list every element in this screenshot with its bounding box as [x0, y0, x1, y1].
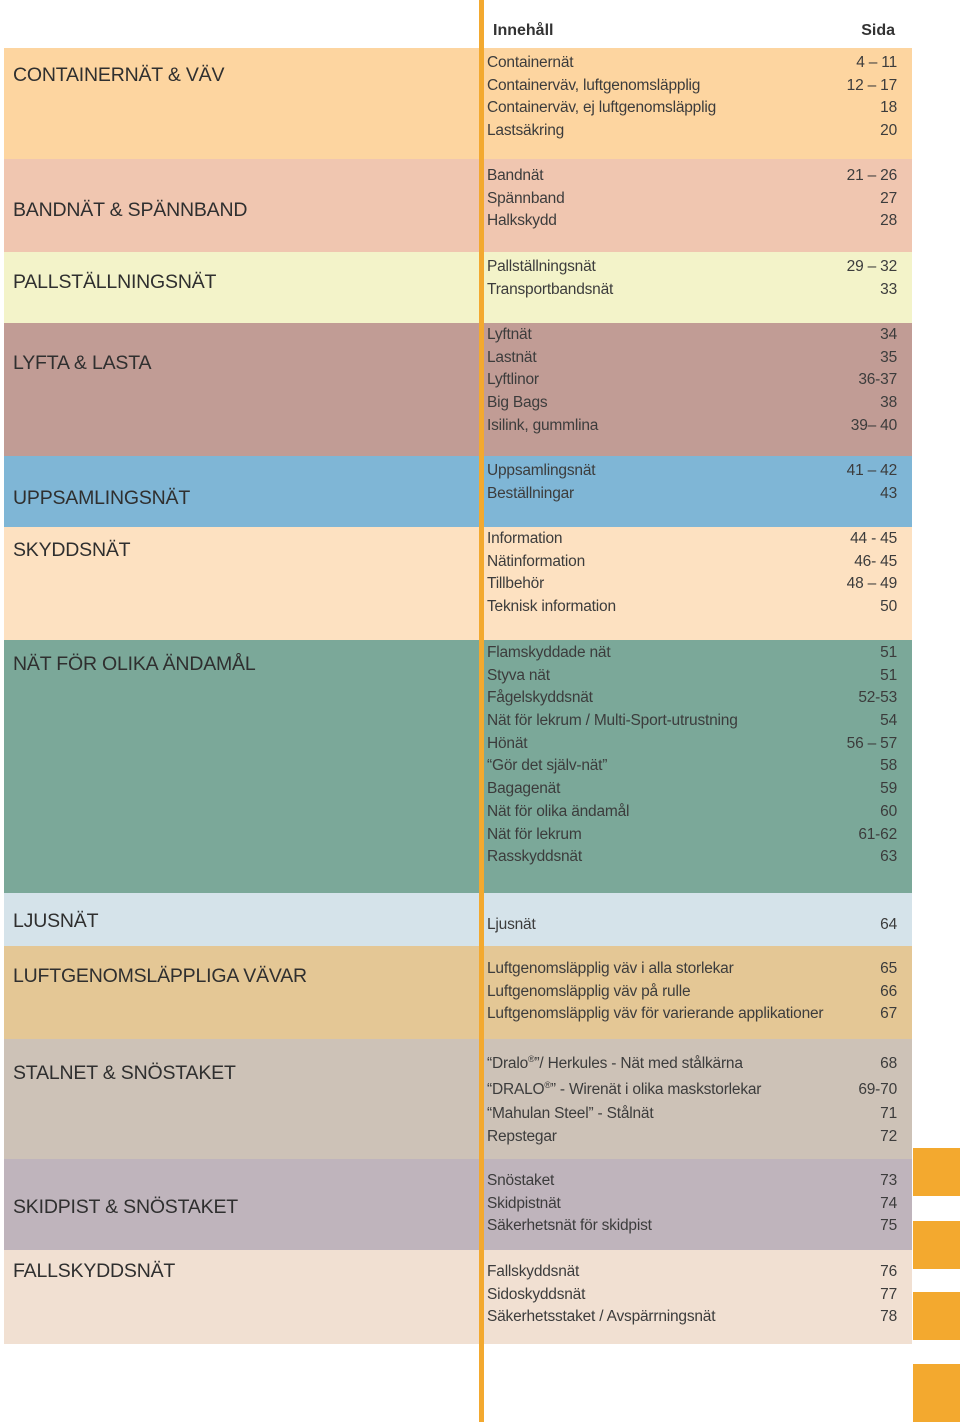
entry-name-text: “Gör det själv-nät” [487, 757, 608, 775]
section-item-list [487, 1051, 897, 1148]
entry-page: 20 [880, 122, 897, 140]
toc-entry[interactable] [487, 460, 897, 483]
entry-name [487, 256, 596, 279]
entry-name-text: Containernät [487, 54, 574, 71]
toc-entry[interactable] [487, 324, 897, 347]
toc-entry[interactable] [487, 733, 897, 756]
toc-entry[interactable] [487, 415, 897, 438]
entry-page: 59 [880, 780, 897, 798]
toc-entry[interactable] [487, 755, 897, 778]
entry-name-text: Bagagenät [487, 780, 561, 798]
entry-page: 56 – 57 [846, 734, 897, 752]
entry-name [487, 573, 544, 596]
entry-name-text: Skidpistnät [487, 1194, 561, 1212]
section-item-list [487, 914, 897, 937]
entry-name-text: Repstegar [487, 1127, 557, 1145]
toc-section [4, 252, 912, 323]
entry-name [487, 981, 690, 1004]
toc-entry[interactable] [487, 97, 897, 120]
toc-entry[interactable] [487, 846, 897, 869]
entry-name [487, 188, 565, 211]
entry-name [487, 415, 598, 438]
entry-page: 74 [880, 1194, 897, 1212]
section-title: STALNET & SNÖSTAKET [13, 1062, 236, 1084]
toc-entry[interactable] [487, 347, 897, 370]
section-title: NÄT FÖR OLIKA ÄNDAMÅL [13, 653, 256, 675]
entry-name [487, 1261, 579, 1284]
section-item-list [487, 324, 897, 437]
entry-name-text: Beställningar [487, 484, 575, 502]
entry-name [487, 733, 527, 756]
toc-entry[interactable] [487, 1215, 897, 1238]
entry-page: 69-70 [858, 1081, 897, 1098]
entry-name [487, 914, 536, 937]
section-title: CONTAINERNÄT & VÄV [13, 64, 225, 86]
toc-entry[interactable] [487, 1051, 897, 1077]
entry-name [487, 347, 536, 370]
entry-name [487, 710, 738, 733]
registered-mark: ® [544, 1079, 551, 1090]
section-item-list [487, 460, 897, 505]
entry-name [487, 687, 593, 710]
entry-name [487, 369, 539, 392]
entry-name-text: Lastsäkring [487, 122, 565, 140]
toc-entry[interactable] [487, 1003, 897, 1026]
entry-page: 54 [880, 712, 897, 730]
edge-tab [913, 1364, 960, 1422]
entry-page: 48 – 49 [846, 575, 897, 593]
entry-name [487, 75, 700, 98]
entry-name [487, 1306, 715, 1329]
toc-section [4, 640, 912, 893]
entry-page: 38 [880, 394, 897, 412]
entry-name [487, 392, 547, 415]
toc-entry[interactable] [487, 1306, 897, 1329]
toc-entry[interactable] [487, 120, 897, 143]
entry-name [487, 279, 613, 302]
toc-entry[interactable] [487, 981, 897, 1004]
entry-page: 66 [880, 982, 897, 1000]
toc-entry[interactable] [487, 801, 897, 824]
entry-page: 12 – 17 [846, 76, 897, 94]
entry-name-text: “DRALO [487, 1081, 545, 1098]
entry-page: 52-53 [858, 689, 897, 707]
entry-name-text: Transportbandsnät [487, 280, 614, 298]
entry-name-text: Bandnät [487, 167, 544, 184]
entry-page: 50 [880, 598, 897, 616]
entry-name [487, 52, 573, 75]
entry-name-text: Säkerhetsstaket / Avspärrningsnät [487, 1308, 716, 1326]
entry-name [487, 551, 585, 574]
toc-entry[interactable] [487, 1261, 897, 1284]
section-item-list [487, 165, 897, 233]
entry-page: 51 [880, 644, 897, 661]
section-item-list [487, 52, 897, 143]
entry-name-text: Styva nät [487, 666, 550, 684]
section-title: UPPSAMLINGSNÄT [13, 487, 191, 509]
entry-name-text: Fågelskyddsnät [487, 689, 593, 707]
section-title: LUFTGENOMSLÄPPLIGA VÄVAR [13, 965, 307, 987]
entry-name-text: Information [487, 530, 563, 547]
toc-entry[interactable] [487, 1077, 897, 1103]
entry-name [487, 958, 734, 981]
entry-name-text: Nätinformation [487, 552, 585, 570]
entry-name-text: Big Bags [487, 394, 548, 412]
entry-name-text: Nät för lekrum [487, 825, 582, 843]
section-item-list [487, 1261, 897, 1329]
toc-entry[interactable] [487, 483, 897, 506]
header-page-label: Sida [861, 22, 895, 39]
entry-name-text: Nät för olika ändamål [487, 802, 630, 820]
entry-name-text: Containerväv, luftgenomsläpplig [487, 76, 701, 94]
entry-page: 76 [880, 1263, 897, 1280]
toc-section [4, 946, 912, 1039]
section-item-list [487, 256, 897, 301]
toc-entry[interactable] [487, 551, 897, 574]
entry-name [487, 1126, 557, 1149]
toc-section [4, 527, 912, 640]
entry-page: 36-37 [858, 371, 897, 389]
entry-name [487, 846, 582, 869]
entry-name-text: Pallställningsnät [487, 258, 596, 275]
entry-name [487, 642, 610, 665]
toc-section [4, 48, 912, 159]
entry-name-text: Uppsamlingsnät [487, 462, 596, 479]
toc-entry[interactable] [487, 687, 897, 710]
toc-entry[interactable] [487, 958, 897, 981]
entry-page: 34 [880, 326, 897, 343]
entry-page: 73 [880, 1172, 897, 1189]
section-title: LYFTA & LASTA [13, 352, 152, 374]
entry-page: 33 [880, 280, 897, 298]
toc-entry[interactable] [487, 392, 897, 415]
toc-entry[interactable] [487, 165, 897, 188]
entry-page: 65 [880, 960, 897, 977]
entry-page: 35 [880, 348, 897, 366]
entry-page: 46- 45 [854, 552, 897, 570]
entry-name-text: Tillbehör [487, 575, 545, 593]
toc-entry[interactable] [487, 596, 897, 619]
entry-name-text: Fallskyddsnät [487, 1263, 580, 1280]
entry-name [487, 1077, 761, 1103]
entry-page: 60 [880, 802, 897, 820]
toc-section [4, 893, 912, 946]
entry-name [487, 120, 564, 143]
toc-entry[interactable] [487, 665, 897, 688]
entry-name [487, 483, 574, 506]
toc-entry[interactable] [487, 573, 897, 596]
section-item-list [487, 1170, 897, 1238]
section-item-list [487, 528, 897, 619]
entry-name [487, 824, 582, 847]
toc-section [4, 323, 912, 456]
entry-name-text: “Mahulan Steel” - Stålnät [487, 1105, 654, 1122]
entry-page: 27 [880, 189, 897, 207]
edge-tab [913, 1292, 960, 1340]
entry-name [487, 1170, 554, 1193]
toc-entry[interactable] [487, 256, 897, 279]
entry-name [487, 1284, 585, 1307]
toc-entry[interactable] [487, 52, 897, 75]
entry-name [487, 778, 560, 801]
toc-entry[interactable] [487, 824, 897, 847]
entry-name-text: Sidoskyddsnät [487, 1285, 586, 1303]
toc-section [4, 1250, 912, 1344]
toc-entry[interactable] [487, 1126, 897, 1149]
toc-entry[interactable] [487, 75, 897, 98]
entry-page: 21 – 26 [846, 167, 897, 184]
entry-page: 29 – 32 [846, 258, 897, 275]
entry-name [487, 1051, 743, 1077]
entry-name-text: Ljusnät [487, 916, 536, 933]
section-title: SKIDPIST & SNÖSTAKET [13, 1196, 239, 1218]
entry-page: 44 - 45 [850, 530, 897, 547]
entry-page: 72 [880, 1127, 897, 1145]
vertical-divider [479, 0, 484, 1422]
toc-entry[interactable] [487, 914, 897, 937]
entry-name-text: Säkerhetsnät för skidpist [487, 1217, 652, 1235]
toc-entry[interactable] [487, 369, 897, 392]
entry-name-text: Luftgenomsläpplig väv på rulle [487, 982, 691, 1000]
section-title: FALLSKYDDSNÄT [13, 1260, 176, 1282]
entry-name-text: ” - Wirenät i olika maskstorlekar [550, 1081, 762, 1098]
header-content-label: Innehåll [493, 22, 554, 39]
entry-page: 61-62 [858, 825, 897, 843]
entry-page: 63 [880, 848, 897, 866]
toc-entry[interactable] [487, 1284, 897, 1307]
entry-name-text: ”/ Herkules - Nät med stålkärna [534, 1055, 743, 1072]
entry-name-text: Halkskydd [487, 212, 557, 230]
entry-page: 71 [880, 1105, 897, 1122]
edge-tab [913, 1148, 960, 1196]
entry-name [487, 755, 607, 778]
entry-name-text: Lyftlinor [487, 371, 539, 389]
entry-name [487, 596, 616, 619]
entry-name [487, 324, 532, 347]
toc-entry[interactable] [487, 210, 897, 233]
toc-section [4, 1039, 912, 1159]
section-title: SKYDDSNÄT [13, 539, 131, 561]
section-item-list [487, 958, 897, 1026]
edge-tab [913, 1221, 960, 1269]
entry-name-text: Luftgenomsläpplig väv för varierande applikationer [487, 1005, 824, 1023]
toc-entry[interactable] [487, 1103, 897, 1126]
toc-section [4, 159, 912, 252]
entry-page: 4 – 11 [856, 54, 897, 71]
toc-entry[interactable] [487, 710, 897, 733]
entry-page: 78 [880, 1308, 897, 1326]
entry-name-text: Spännband [487, 189, 565, 207]
toc-section [4, 1159, 912, 1250]
toc-entry[interactable] [487, 778, 897, 801]
toc-entry[interactable] [487, 1193, 897, 1216]
entry-page: 39– 40 [850, 416, 897, 434]
entry-name-text: “Dralo [487, 1055, 529, 1072]
entry-name [487, 665, 550, 688]
entry-page: 75 [880, 1217, 897, 1235]
entry-page: 68 [880, 1055, 897, 1072]
entry-name [487, 1193, 561, 1216]
entry-name-text: Containerväv, ej luftgenomsläpplig [487, 99, 716, 117]
section-title: LJUSNÄT [13, 910, 99, 932]
entry-name-text: Isilink, gummlina [487, 416, 599, 434]
entry-name-text: Nät för lekrum / Multi-Sport-utrustning [487, 712, 738, 730]
entry-page: 58 [880, 757, 897, 775]
entry-name-text: Luftgenomsläpplig väv i alla storlekar [487, 960, 734, 977]
section-item-list [487, 642, 897, 869]
entry-name-text: Rasskyddsnät [487, 848, 582, 866]
entry-name [487, 528, 562, 551]
entry-page: 77 [880, 1285, 897, 1303]
section-title: PALLSTÄLLNINGSNÄT [13, 271, 217, 293]
entry-name [487, 1215, 652, 1238]
entry-name-text: Snöstaket [487, 1172, 555, 1189]
toc-entry[interactable] [487, 1170, 897, 1193]
section-title: BANDNÄT & SPÄNNBAND [13, 199, 248, 221]
toc-entry[interactable] [487, 528, 897, 551]
entry-page: 43 [880, 484, 897, 502]
entry-name-text: Hönät [487, 734, 528, 752]
entry-page: 51 [880, 666, 897, 684]
entry-page: 41 – 42 [846, 462, 897, 479]
entry-name-text: Flamskyddade nät [487, 644, 611, 661]
toc-entry[interactable] [487, 642, 897, 665]
toc-entry[interactable] [487, 188, 897, 211]
entry-page: 18 [880, 99, 897, 117]
entry-name [487, 1103, 653, 1126]
toc-entry[interactable] [487, 279, 897, 302]
entry-name [487, 460, 595, 483]
entry-name [487, 165, 543, 188]
entry-name-text: Lastnät [487, 348, 537, 366]
entry-name-text: Teknisk information [487, 598, 616, 616]
entry-name [487, 97, 716, 120]
entry-page: 64 [880, 916, 897, 933]
entry-name-text: Lyftnät [487, 326, 532, 343]
entry-page: 28 [880, 212, 897, 230]
toc-section [4, 456, 912, 527]
entry-page: 67 [880, 1005, 897, 1023]
entry-name [487, 801, 629, 824]
entry-name [487, 1003, 823, 1026]
entry-name [487, 210, 557, 233]
registered-mark: ® [528, 1053, 535, 1064]
